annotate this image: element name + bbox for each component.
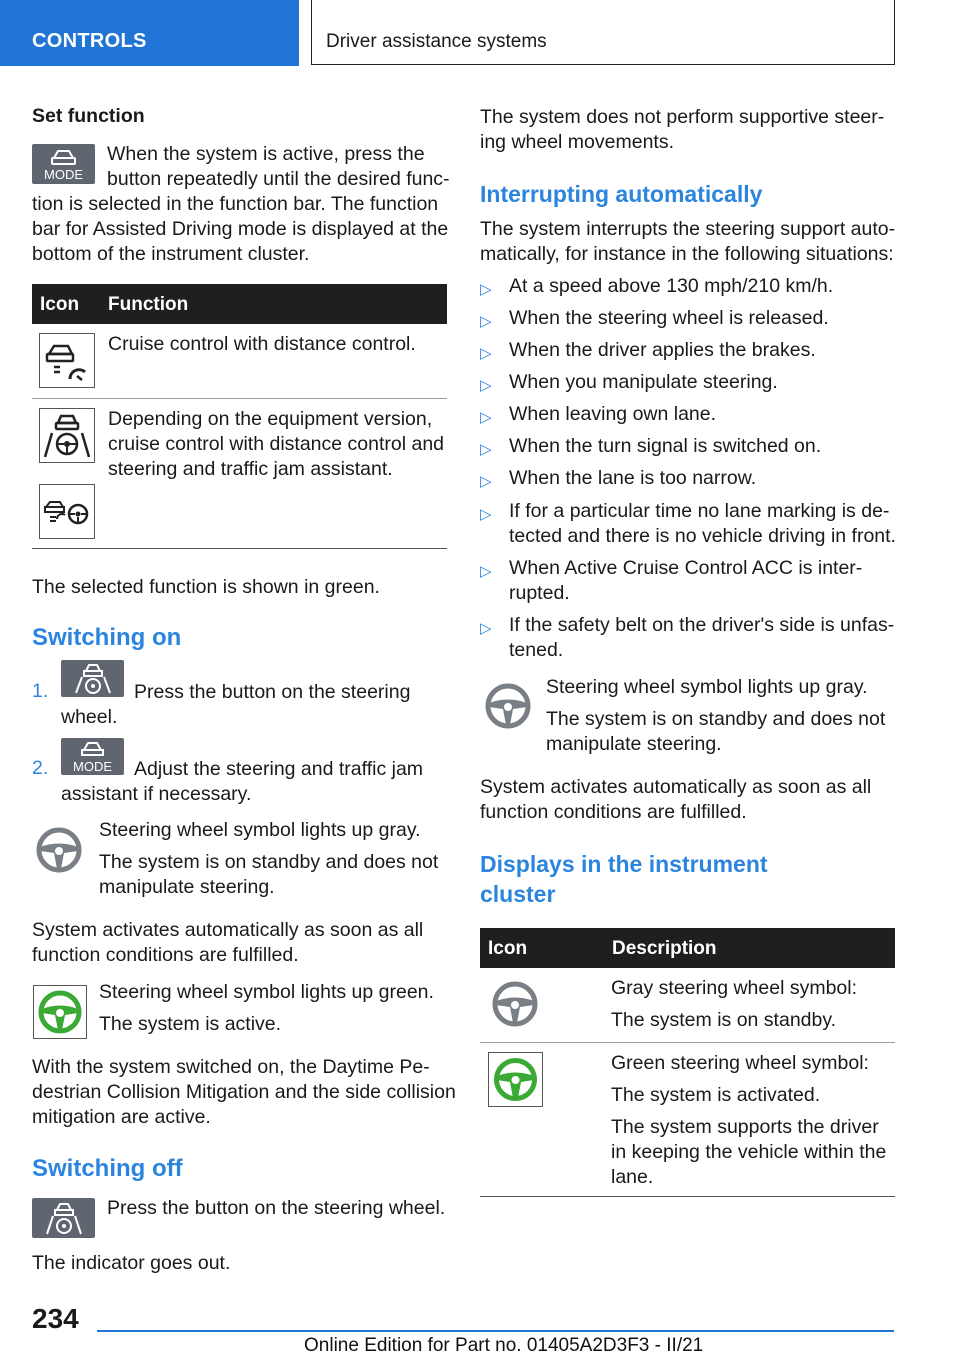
step1-text: wheel.: [61, 706, 118, 728]
list-item: If for a particular time no lane marking is de-: [509, 500, 890, 522]
bullet-marker: ▷: [480, 563, 492, 580]
set-function-text: tion is selected in the function bar. The function: [32, 193, 439, 215]
description-table-header: [480, 928, 895, 968]
traffic-jam-assist-icon: [39, 484, 95, 539]
no-steer-text: ing wheel movements.: [480, 131, 675, 153]
step2-number: 2.: [32, 757, 49, 779]
table2-row2-text: lane.: [611, 1166, 654, 1188]
gray-steering-wheel-icon: [482, 680, 534, 732]
list-item: When the lane is too narrow.: [509, 467, 757, 489]
col-description: Description: [612, 938, 717, 959]
set-function-heading: Set function: [32, 105, 145, 127]
displays-heading: Displays in the instrument: [480, 851, 768, 877]
col-function: Function: [108, 294, 189, 315]
bullet-marker: ▷: [480, 345, 492, 362]
table2-divider: [480, 1042, 895, 1043]
set-function-text: button repeatedly until the desired func-: [107, 168, 450, 190]
section-tab: [0, 0, 299, 66]
set-function-text: When the system is active, press the: [107, 143, 425, 165]
gray-symbol-text: Steering wheel symbol lights up gray.: [546, 676, 868, 698]
interrupt-intro: The system interrupts the steering support auto-: [480, 218, 896, 240]
table2-bottom-rule: [480, 1196, 895, 1197]
list-item: When the turn signal is switched on.: [509, 435, 822, 457]
list-item: When the driver applies the brakes.: [509, 339, 816, 361]
gray-symbol-text: Steering wheel symbol lights up gray.: [99, 819, 421, 841]
green-steering-wheel-icon: [33, 985, 87, 1039]
step2-text: assistant if necessary.: [61, 783, 252, 805]
list-item: When leaving own lane.: [509, 403, 717, 425]
collision-mitigation-text: With the system switched on, the Daytime Pe-: [32, 1056, 430, 1078]
bullet-marker: ▷: [480, 473, 492, 490]
table2-row2-text: Green steering wheel symbol:: [611, 1052, 869, 1074]
list-item: When you manipulate steering.: [509, 371, 778, 393]
bullet-marker: ▷: [480, 441, 492, 458]
gray-steering-wheel-icon: [33, 824, 85, 876]
mode-label: MODE: [44, 167, 83, 182]
standby-text: The system is on standby and does not: [99, 851, 439, 873]
switching-on-heading: Switching on: [32, 624, 182, 651]
bullet-marker: ▷: [480, 506, 492, 523]
section-label: CONTROLS: [32, 30, 147, 52]
interrupt-intro: matically, for instance in the following situations:: [480, 243, 894, 265]
gray-steering-wheel-icon: [489, 978, 541, 1030]
mode-label: MODE: [73, 759, 112, 774]
selected-green-text: The selected function is shown in green.: [32, 576, 380, 598]
standby-text: manipulate steering.: [546, 733, 722, 755]
steering-assist-button-icon: [61, 660, 124, 697]
page-number: 234: [32, 1303, 79, 1334]
bullet-marker: ▷: [480, 281, 492, 298]
steering-assist-icon: [39, 408, 95, 463]
auto-activate-text: System activates automatically as soon as all: [32, 919, 424, 941]
col-icon: Icon: [488, 938, 528, 959]
table1-row2-text: Depending on the equipment version,: [108, 408, 433, 430]
footer-rule: [97, 1330, 894, 1332]
green-symbol-text: Steering wheel symbol lights up green.: [99, 981, 434, 1003]
indicator-out-text: The indicator goes out.: [32, 1252, 231, 1274]
displays-heading: cluster: [480, 881, 556, 907]
mode-button-icon: [61, 738, 124, 775]
list-item: tected and there is no vehicle driving in front.: [509, 525, 896, 547]
table2-row2-text: The system is activated.: [611, 1084, 821, 1106]
step1-number: 1.: [32, 680, 49, 702]
list-item: At a speed above 130 mph/210 km/h.: [509, 275, 834, 297]
no-steer-text: The system does not perform supportive steer-: [480, 106, 885, 128]
table1-divider: [32, 398, 447, 399]
standby-text: manipulate steering.: [99, 876, 275, 898]
list-item: tened.: [509, 639, 564, 661]
collision-mitigation-text: destrian Collision Mitigation and the side collision: [32, 1081, 456, 1103]
table1-row2-text: cruise control with distance control and: [108, 433, 445, 455]
step1-text: Press the button on the steering: [134, 681, 411, 703]
table2-row2-text: in keeping the vehicle within the: [611, 1141, 887, 1163]
table1-row1-text: Cruise control with distance control.: [108, 333, 416, 355]
col-icon: Icon: [40, 294, 80, 315]
step2-text: Adjust the steering and traffic jam: [134, 758, 424, 780]
cruise-control-icon: [39, 333, 95, 388]
list-item: When the steering wheel is released.: [509, 307, 829, 329]
chapter-tab: [311, 0, 895, 65]
table1-row2-text: steering and traffic jam assistant.: [108, 458, 393, 480]
collision-mitigation-text: mitigation are active.: [32, 1106, 211, 1128]
steering-assist-button-icon: [32, 1198, 95, 1238]
bullet-marker: ▷: [480, 409, 492, 426]
set-function-text: bar for Assisted Driving mode is displayed at the: [32, 218, 449, 240]
standby-text: The system is on standby and does not: [546, 708, 886, 730]
function-table-header: [32, 284, 447, 324]
list-item: rupted.: [509, 582, 570, 604]
auto-activate-text: function conditions are fulfilled.: [480, 801, 747, 823]
active-text: The system is active.: [99, 1013, 282, 1035]
table2-row1-text: The system is on standby.: [611, 1009, 837, 1031]
list-item: When Active Cruise Control ACC is inter-: [509, 557, 863, 579]
auto-activate-text: System activates automatically as soon as all: [480, 776, 872, 798]
green-steering-wheel-icon: [488, 1052, 543, 1107]
table1-bottom-rule: [32, 548, 447, 549]
table2-row1-text: Gray steering wheel symbol:: [611, 977, 858, 999]
switching-off-heading: Switching off: [32, 1155, 183, 1182]
set-function-text: bottom of the instrument cluster.: [32, 243, 310, 265]
edition-text: Online Edition for Part no. 01405A2D3F3 - II/21: [304, 1335, 704, 1356]
mode-button-icon: [32, 144, 95, 184]
table2-row2-text: The system supports the driver: [611, 1116, 879, 1138]
bullet-marker: ▷: [480, 377, 492, 394]
bullet-marker: ▷: [480, 620, 492, 637]
list-item: If the safety belt on the driver's side is unfas-: [509, 614, 895, 636]
auto-activate-text: function conditions are fulfilled.: [32, 944, 299, 966]
switch-off-text: Press the button on the steering wheel.: [107, 1197, 446, 1219]
bullet-marker: ▷: [480, 313, 492, 330]
chapter-label: Driver assistance systems: [326, 31, 547, 52]
interrupting-heading: Interrupting automatically: [480, 181, 763, 207]
